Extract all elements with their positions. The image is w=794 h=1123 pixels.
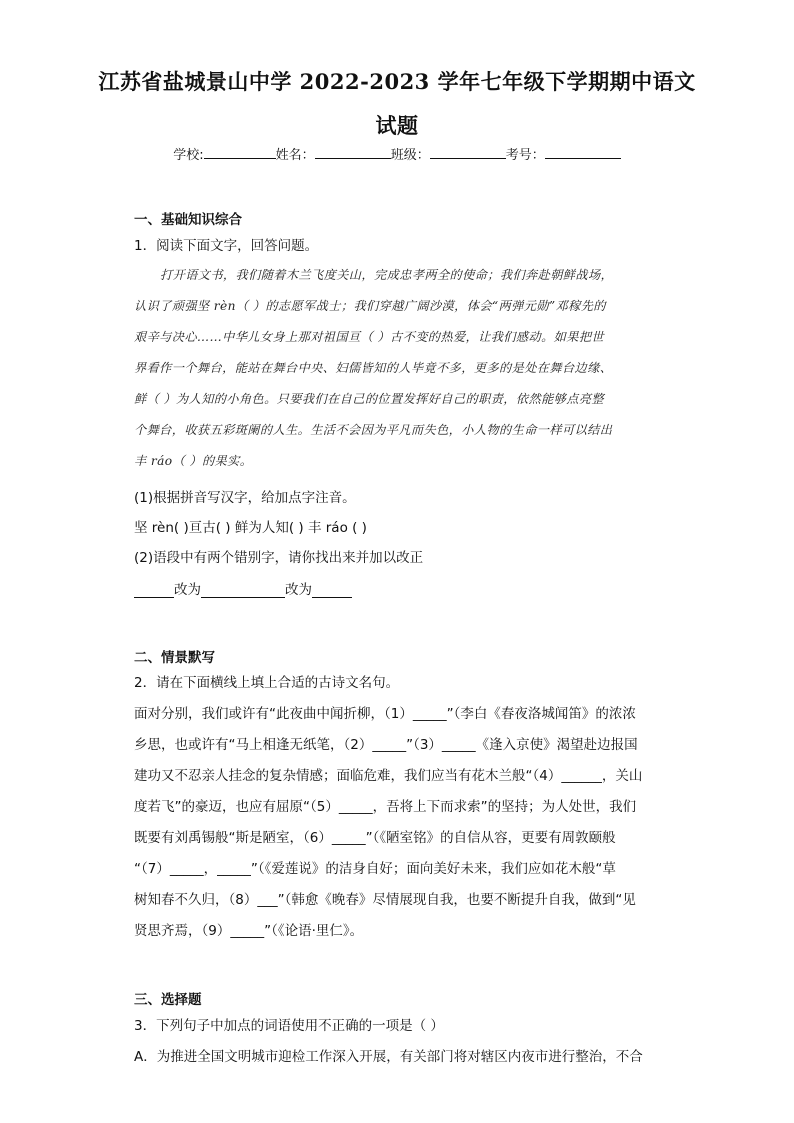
poem-fill-line[interactable]: 贤思齐焉，（9）_____”（《论语·里仁》。 — [134, 923, 364, 939]
poem-fill-line[interactable]: 乡思，也或许有“马上相逢无纸笔，（2）_____”（3）_____《逢入京使》渴望赴边报国 — [134, 737, 638, 753]
poem-fill-line[interactable]: 度若飞”的豪迈，也应有屈原“（5）_____，吾将上下而求索”的坚持；为人处世，我们 — [134, 799, 637, 815]
school-label: 学校: — [173, 148, 204, 163]
sub-question-1-answer-row[interactable]: 坚 rèn( )亘古( ) 鲜为人知( ) 丰 ráo ( ) — [134, 520, 367, 536]
change-to-label-1: 改为 — [174, 582, 201, 598]
change-to-label-2: 改为 — [285, 582, 312, 598]
student-info-row — [0, 144, 794, 163]
class-label: 班级： — [390, 148, 430, 163]
option-a[interactable]: A．为推进全国文明城市迎检工作深入开展，有关部门将对辖区内夜市进行整治，不合 — [134, 1049, 643, 1065]
passage-line: 鲜（ ）为人知的小角色。只要我们在自己的位置发挥好自己的职责，依然能够点亮整 — [134, 392, 605, 406]
exam-number-blank[interactable] — [545, 146, 621, 159]
poem-fill-line[interactable]: 建功又不忍亲人挂念的复杂情感；面临危难，我们应当有花木兰般“（4）______，关山 — [134, 768, 643, 784]
sub-question-2-answer-row — [134, 578, 352, 598]
passage-line: 打开语文书，我们随着木兰飞度关山，完成忠孝两全的使命；我们奔赴朝鲜战场， — [160, 268, 614, 282]
question-2-stem: 2．请在下面横线上填上合适的古诗文名句。 — [134, 675, 400, 691]
poem-fill-line[interactable]: 树知春不久归，（8）___”（韩愈《晚春》尽情展现自我，也要不断提升自我，做到“见 — [134, 892, 636, 908]
exam-title-line-2: 试题 — [375, 113, 419, 138]
passage-line: 界看作一个舞台，能站在舞台中央、妇儒皆知的人毕竟不多，更多的是处在舞台边缘、 — [134, 361, 613, 375]
exam-title-line-1: 江苏省盐城景山中学 2022-2023 学年七年级下学期期中语文 — [98, 69, 696, 94]
name-label: 姓名： — [275, 148, 315, 163]
passage-line: 个舞台，收获五彩斑阑的人生。生活不会因为平凡而失色，小人物的生命一样可以结出 — [134, 423, 613, 437]
sub-question-1: (1)根据拼音写汉字，给加点字注音。 — [134, 490, 356, 506]
name-blank[interactable] — [315, 146, 391, 159]
section-3-heading: 三、选择题 — [134, 992, 202, 1008]
poem-fill-line[interactable]: 面对分别，我们或许有“此夜曲中闻折柳，（1）_____”（李白《春夜洛城闻笛》的浓浓 — [134, 706, 636, 722]
class-blank[interactable] — [430, 146, 506, 159]
passage-line: 丰 ráo（ ）的果实。 — [134, 454, 253, 468]
poem-fill-line[interactable]: “（7）_____，_____”（《爱莲说》的洁身自好；面向美好未来，我们应如花木般“草 — [134, 861, 616, 877]
wrong-char-blank-1[interactable] — [134, 583, 174, 598]
section-1-heading: 一、基础知识综合 — [134, 212, 242, 228]
school-blank[interactable] — [204, 146, 276, 159]
passage-line: 艰辛与决心……中华儿女身上那对祖国亘（ ）古不变的热爱，让我们感动。如果把世 — [134, 330, 605, 344]
wrong-char-blank-2[interactable] — [201, 583, 285, 598]
question-1-stem: 1．阅读下面文字，回答问题。 — [134, 238, 319, 254]
sub-question-2: (2)语段中有两个错别字，请你找出来并加以改正 — [134, 550, 424, 566]
poem-fill-line[interactable]: 既要有刘禹锡般“斯是陋室，（6）_____”（《陋室铭》的自信从容，更要有周敦颐般 — [134, 830, 616, 846]
passage-line: 认识了顽强坚 rèn（ ）的志愿军战士；我们穿越广阔沙漠，体会“两弹元勋”邓稼先的 — [134, 299, 606, 313]
exam-number-label: 考号： — [505, 148, 545, 163]
wrong-char-blank-3[interactable] — [312, 583, 352, 598]
question-3-stem: 3．下列句子中加点的词语使用不正确的一项是（ ） — [134, 1018, 444, 1034]
section-2-heading: 二、情景默写 — [134, 650, 215, 666]
